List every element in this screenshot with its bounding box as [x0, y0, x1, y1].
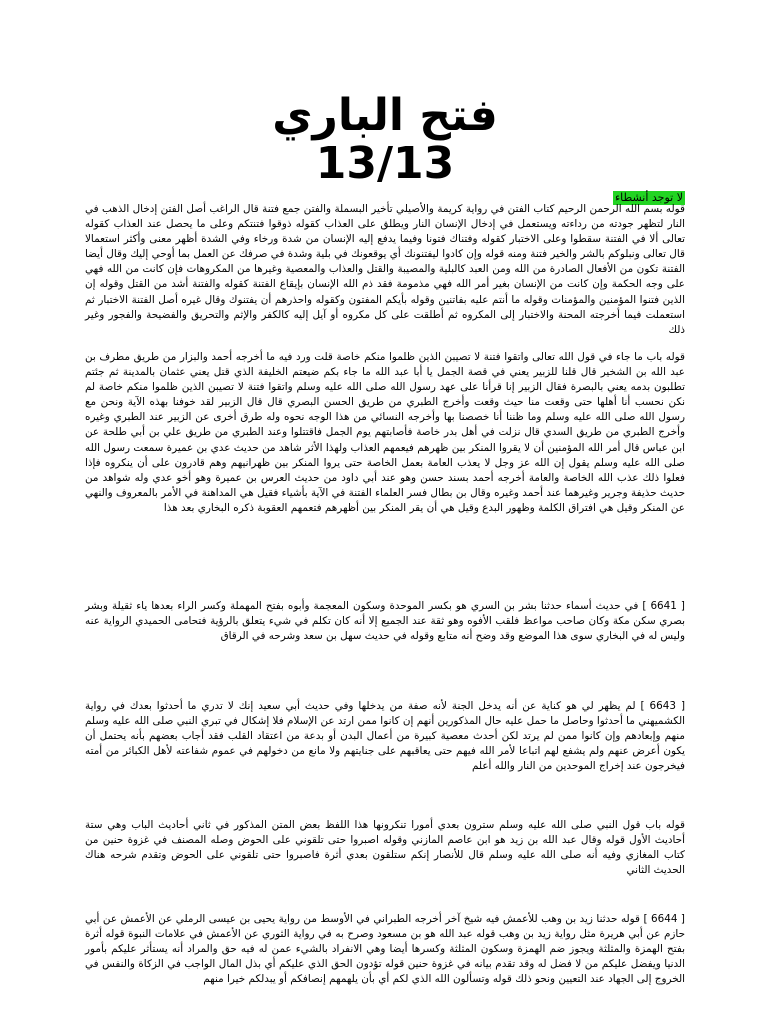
page-title: [85, 92, 685, 188]
paragraph-2: قوله باب ما جاء في قول الله تعالى واتقوا فتنة لا تصيبن الذين ظلموا منكم خاصة قلت ورد فيه ما أخرجه أحمد والبزار من طريق مطرف بن عبد الله بن الشخير قال قلنا للزبير يعني في قصة الجمل يا أبا عبد الله ما جاء بكم ضيعتم الخليفة الذي قتل يعني عثمان بالمدينة ثم جئتم تطلبون بدمه يعني بالبصرة فقال الزبير إنا قرأنا على عهد رسول الله صلى الله عليه وسلم واتقوا فتنة لا تصيبن الذين ظلموا منكم خاصة لم نكن نحسب أنا أهلها حتى وقعت منا حيث وقعت وأخرج الطبري من طريق الحسن البصري قال قال الزبير لقد خوفنا بهذه الآية ونحن مع رسول الله صلى الله عليه وسلم وما ظننا أنا خصصنا بها وأخرجه النسائي من هذا الوجه نحوه وله طرق أخرى عن الزبير عند الطبري وغيره وأخرج الطبري من طريق السدي قال نزلت في أهل بدر خاصة فأصابتهم يوم الجمل فاقتتلوا وعند الطبري من طريق علي بن أبي طلحة عن ابن عباس قال أمر الله المؤمنين أن لا يقروا المنكر بين ظهرهم فيعمهم العذاب ولهذا الأثر شاهد من حديث عدي بن عميرة سمعت رسول الله صلى الله عليه وسلم يقول إن الله عز وجل لا يعذب العامة بعمل الخاصة حتى يروا المنكر بين ظهرانيهم وهم قادرون على أن ينكروه فإذا فعلوا ذلك عذب الله الخاصة والعامة أخرجه أحمد بسند حسن وهو عند أبي داود من حديث العرس بن عميرة وهو أخو عدي وله شواهد من حديث حذيفة وجرير وغيرهما عند أحمد وغيره وقال بن بطال فسر العلماء الفتنة في الآية بأشياء فقيل هي المداهنة في الأمر بالمعروف والنهي عن المنكر وقيل هي افتراق الكلمة وظهور البدع وقيل هي أن يقر المنكر بين أظهرهم فتعمهم العقوبة ذكره البخاري بعد هذا: [85, 351, 685, 514]
paragraph-5: قوله باب قول النبي صلى الله عليه وسلم سترون بعدي أمورا تنكرونها هذا اللفظ بعض المتن المذكور في ثاني أحاديث الباب وهي ستة أحاديث الأول قوله وقال عبد الله بن زيد هو ابن عاصم المازني وقوله اصبروا حتى تلقوني على الحوض وصله المصنف في غزوة حنين من كتاب المغازي وفيه أنه صلى الله عليه وسلم قال للأنصار إنكم ستلقون بعدي أثرة فاصبروا حتى تلقوني على الحوض وتقدم شرحه هناك الحديث الثاني: [85, 819, 685, 877]
paragraph-6: [ 6644 ] قوله حدثنا زيد بن وهب للأعمش فيه شيخ آخر أخرجه الطبراني في الأوسط من رواية يحيى بن عيسى الرملي عن الأعمش عن أبي حازم عن أبي هريرة مثل رواية زيد بن وهب قوله عبد الله هو بن مسعود وصرح به في رواية الثوري عن الأعمش في علامات النبوة قوله أثرة بفتح الهمزة والمثلثة ويجوز ضم الهمزة وسكون المثلثة وكسرها أيضا وهي الانفراد بالشيء عمن له فيه حق والمراد أنه يستأثر عليكم بأمور الدنيا ويفضل عليكم من لا فضل له وقد تقدم بيانه في غزوة حنين قوله تؤدون الحق الذي عليكم أي بذل المال الواجب في الزكاة والنفس في الخروج إلى الجهاد عند التعيين ونحو ذلك قوله وتسألون الله الذي لكم أي بأن يلهمهم إنصافكم أو يبدلكم خيرا منهم: [85, 913, 685, 986]
document-page: [85, 0, 685, 1024]
badge-row: [85, 186, 685, 202]
paragraph-4: [ 6643 ] لم يظهر لي هو كناية عن أنه يدخل الجنة لأنه صفة من يدخلها وفي حديث أبي سعيد إنك لا تدري ما أحدثوا بعدك في رواية الكشميهني ما أحدثوا وحاصل ما حمل عليه حال المذكورين أنهم إن كانوا ممن ارتد عن الإسلام فلا إشكال في تبري النبي صلى الله عليه وسلم منهم وإبعادهم وإن كانوا ممن لم يرتد لكن أحدث معصية كبيرة من أعمال البدن أو بدعة من اعتقاد القلب فقد أجاب بعضهم بأنه يحتمل أن يكون أعرض عنهم ولم يشفع لهم اتباعا لأمر الله فيهم حتى يعاقبهم على جنايتهم ولا مانع من دخولهم في عموم شفاعته لأهل الكبائر من أمته فيخرجون عند إخراج الموحدين من النار والله أعلم: [85, 700, 685, 773]
page-title-line-1: فتح الباري: [272, 90, 498, 141]
highlight-badge: لا توجد أنشطاء: [614, 191, 683, 204]
paragraph-1: قوله بسم الله الرحمن الرحيم كتاب الفتن في رواية كريمة والأصيلي تأخير البسملة والفتن جمع فتنة قال الراغب أصل الفتن إدخال الذهب في النار لتظهر جودته من رداءته ويستعمل في إدخال الإنسان النار ويطلق على العذاب كقوله ذوقوا فتنتكم وعلى ما يحصل عند العذاب كقوله تعالى ألا في الفتنة سقطوا وعلى الاختبار كقوله وفتناك فتونا وفيما يدفع إليه الإنسان من شدة ورخاء وفي الشدة أظهر معنى وأكثر استعمالا قال تعالى ونبلوكم بالشر والخير فتنة ومنه قوله وإن كادوا ليفتنونك أي يوقعونك في بلية وشدة في صرفك عن العمل بما أوحي إليك وقال أيضا الفتنة تكون من الأفعال الصادرة من الله ومن العبد كالبلية والمصيبة والقتل والعذاب والمعصية وغيرها من المكروهات فإن كانت من الله فهي على وجه الحكمة وإن كانت من الإنسان بغير أمر الله فهي مذمومة فقد ذم الله الإنسان بإيقاع الفتنة كقوله والفتنة أشد من القتل وقوله إن الذين فتنوا المؤمنين والمؤمنات وقوله ما أنتم عليه بفاتنين وقوله بأيكم المفتون وكقوله واحذرهم أن يفتنوك وقال غيره أصل الفتنة الاختبار ثم استعملت فيما أخرجته المحنة والاختبار إلى المكروه ثم أطلقت على كل مكروه أو آيل إليه كالكفر والإثم والتحريق والفضيحة والفجور وغير ذلك: [85, 203, 685, 336]
page-title-line-2: 13/13: [315, 138, 455, 189]
paragraph-3: [ 6641 ] في حديث أسماء حدثنا بشر بن السري هو بكسر الموحدة وسكون المعجمة وأبوه بفتح المهملة وكسر الراء بعدها ياء ثقيلة وبشر بصري سكن مكة وكان صاحب مواعظ فلقب الأفوه وهو ثقة عند الجميع إلا أنه كان تكلم في شيء يتعلق بالرؤية فتحامى الحميدي الرواية عنه وليس له في البخاري سوى هذا الموضع وقد وضح أنه متابع وقوله في حديث سهل بن سعد وشرحه في الرقاق: [85, 600, 685, 643]
